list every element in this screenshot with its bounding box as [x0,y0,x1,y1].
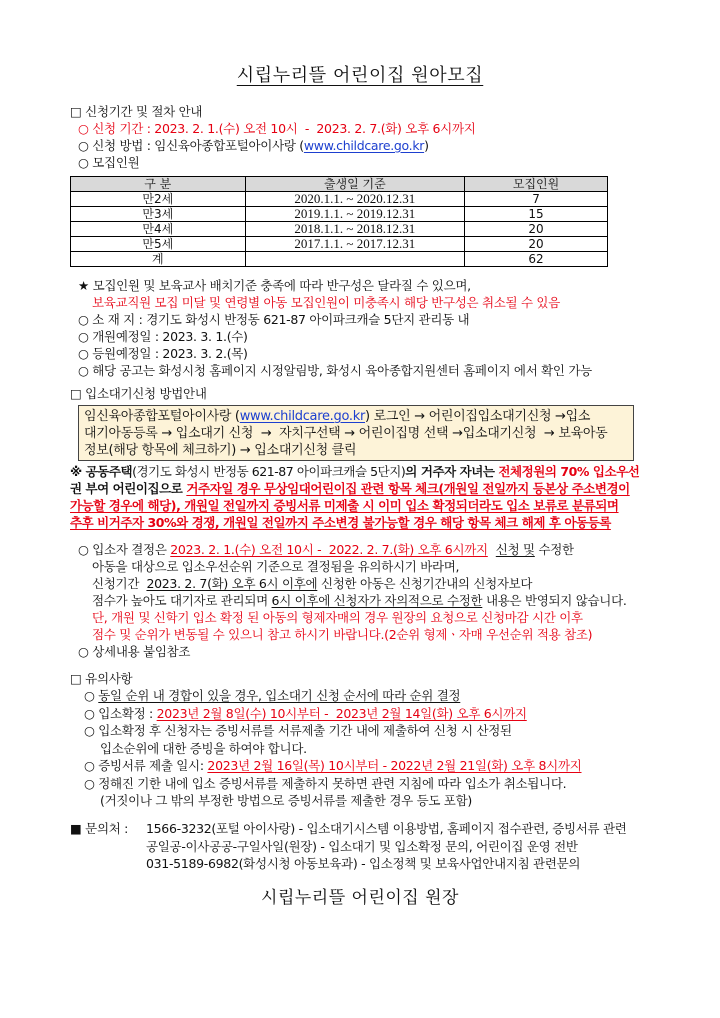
table-cell-birth: 2019.1.1. ~ 2019.12.31 [245,207,465,222]
details-attached-line: ○ 상세내용 붙임참조 [78,644,191,659]
resident-housing-label: ※ 공동주택 [70,464,133,479]
table-row [71,207,608,222]
resident-nonresident-warning: 추후 비거주자 30%와 경쟁, 개원일 전일까지 주소변경 불가능할 경우 해당 항목 체크 해제 후 아동등록 [70,515,611,530]
decision-sibling-note-1: 단, 개원 및 신학기 입소 확정 된 아동의 형제자매의 경우 원장의 요청으로 신청마감 시간 이후 [92,610,583,625]
section-heading-application: □ 신청기간 및 절차 안내 [70,104,203,119]
class-cancel-warning: 보육교직원 모집 미달 및 연령별 아동 모집인원이 미충족시 해당 반구성은 취소될 수 있음 [92,295,560,310]
cautions-section [70,687,582,810]
table-row [71,222,608,237]
decision-late-text: 신청한 아동은 신청기간내의 신청자보다 [317,576,533,591]
cautions-heading-block [70,670,132,687]
caution-tie-line [84,687,582,705]
caution-tie-bullet: ○ [84,688,99,703]
resident-line-2 [70,480,639,497]
steps-line-2: 대기아동등록 → 입소대기 신청 → 자치구선택 → 어린이집명 선택 →입소대기신청 → 보육아동 [84,426,608,441]
application-method-label: ○ 신청 방법 : 임신육아종합포털아이사랑 ( [78,138,304,153]
table-cell-count: 20 [465,222,608,237]
table-cell-birth: 2020.1.1. ~ 2020.12.31 [245,192,465,207]
decision-line-4 [92,592,627,609]
contact-portal: 1566-3232(포털 아이사랑) - 입소대기시스템 이용방법, 홈페이지 접수관련, 증빙서류 관련 [146,821,627,836]
location-line: ○ 소 재 지 : 경기도 화성시 반정동 621-87 아이파크캐슬 5단지 관리동 내 [78,312,470,327]
caution-confirm-line [84,705,582,723]
caution-submit-label: ○ 증빙서류 제출 일시: [84,758,208,773]
decision-line-2: 아동을 대상으로 입소우선순위 기준으로 결정됨을 유의하시기 바라며, [92,559,460,574]
table-total-row [71,252,608,267]
table-cell-birth: 2018.1.1. ~ 2018.12.31 [245,222,465,237]
resident-children-text: 의 거주자 자녀는 [405,464,499,479]
table-row [71,192,608,207]
caution-deadline-line-1: ○ 정해진 기한 내에 입소 증빙서류를 제출하지 못하면 관련 지침에 따라 입소가 취소됩니다. [84,775,567,791]
application-period: ○ 신청 기간 : 2023. 2. 1.(수) 오전 10시 - 2023. 2. 7.(화) 오후 6시까지 [78,121,476,136]
contact-label: ■ 문의처 : [70,821,132,836]
table-cell-count: 20 [465,237,608,252]
childcare-portal-link[interactable]: www.childcare.go.kr [239,409,365,424]
decision-not-reflected: 내용은 반영되지 않습니다. [482,593,627,608]
table-cell-birth: 2017.1.1. ~ 2017.12.31 [245,237,465,252]
caution-confirm-label: ○ 입소확정 : [84,705,157,721]
contact-label-block [70,820,132,838]
decision-label: ○ 입소자 결정은 [78,542,171,557]
closing-signature: 시립누리뜰 어린이집 원장 [261,888,459,908]
section-heading-cautions: □ 유의사항 [70,671,133,686]
class-composition-note: ★ 모집인원 및 보육교사 배치기준 충족에 따라 반구성은 달라질 수 있으며, [78,278,471,293]
table-cell-age: 만4세 [71,222,246,237]
decision-waitlist-text: 점수가 높아도 대기자로 관리되며 [92,593,272,608]
caution-proof-line-2: 입소순위에 대한 증빙을 하여야 합니다. [100,740,307,756]
decision-period: 2023. 2. 1.(수) 오전 10시 - 2022. 2. 7.(화) 오후 6시까지 [170,542,488,557]
resident-priority-ratio: 전체정원의 70% 입소우선 [498,464,640,479]
caution-tie-text: 동일 순위 내 경합이 있을 경우, 입소대기 신청 순서에 따라 순위 결정 [98,688,461,703]
resident-line-4 [70,514,639,531]
contact-director: 공일공-이사공공-구일사일(원장) - 입소대기 및 입소확정 문의, 어린이집 운영 전반 [146,838,578,854]
decision-apply: 신청 및 [495,542,535,557]
decision-line-1 [78,541,627,558]
table-total-empty [245,252,465,267]
steps-line-3: 정보(해당 항목에 체크하기) → 입소대기신청 클릭 [84,443,357,458]
first-day-line: ○ 등원예정일 : 2023. 3. 2.(목) [78,346,248,361]
notes-section [70,277,592,379]
steps-line-1-post: ) 로그인 → 어린이집입소대기신청 →입소 [365,409,591,424]
application-section [70,103,476,171]
resident-line-1 [70,463,639,480]
application-method [78,137,476,154]
resident-priority-note [70,463,639,531]
quota-table [70,176,608,267]
title-block [0,64,720,88]
table-header-age: 구 분 [71,177,246,192]
application-method-close: ) [424,138,429,153]
steps-line-1-pre: 임신육아종합포털아이사랑 ( [84,409,240,424]
resident-check-instruction: 거주자일 경우 무상임대어린이집 관련 항목 체크(개원일 전일까지 등본상 주소변경이 [186,481,630,496]
quota-label: ○ 모집인원 [78,155,140,170]
table-total-count: 62 [465,252,608,267]
table-cell-age: 만3세 [71,207,246,222]
table-header-count: 모집인원 [465,177,608,192]
decision-late-label: 신청기간 [92,576,147,591]
announcement-line: ○ 해당 공고는 화성시청 홈페이지 시정알림방, 화성시 육아종합지원센터 홈페이지 에서 확인 가능 [78,363,592,378]
resident-housing-address: (경기도 화성시 반정동 621-87 아이파크캐슬 5단지) [132,464,406,479]
waitlist-steps-box [78,405,634,461]
opening-date-line: ○ 개원예정일 : 2023. 3. 1.(수) [78,329,248,344]
decision-late-deadline: 2023. 2. 7(화) 오후 6시 이후에 [146,576,318,591]
decision-line-3 [92,575,627,592]
waitlist-heading-block [70,385,207,402]
table-cell-count: 7 [465,192,608,207]
table-cell-count: 15 [465,207,608,222]
childcare-portal-link[interactable]: www.childcare.go.kr [303,138,425,153]
contact-city-office: 031-5189-6982(화성시청 아동보육과) - 입소정책 및 보육사업안내지침 관련문의 [146,856,581,871]
caution-submit-line [84,757,582,775]
resident-line-3 [70,497,639,514]
page-title: 시립누리뜰 어린이집 원아모집 [236,65,484,86]
admission-decision-section [70,541,627,660]
table-header-birth: 출생일 기준 [245,177,465,192]
contact-section [146,820,627,873]
decision-sibling-note-2: 점수 및 순위가 변동될 수 있으니 참고 하시기 바랍니다.(2순위 형제ㆍ자매 우선순위 적용 참조) [92,627,593,642]
table-row [71,237,608,252]
table-total-label: 계 [71,252,246,267]
table-cell-age: 만5세 [71,237,246,252]
resident-grant-text: 권 부여 어린이집으로 [70,481,187,496]
section-heading-waitlist: □ 입소대기신청 방법안내 [70,386,207,401]
decision-edit-warning: 6시 이후에 신청자가 자의적으로 수정한 [271,593,483,608]
caution-submit-period: 2023년 2월 16일(목) 10시부터 - 2022년 2월 21일(화) 오후 8시까지 [207,758,582,773]
caution-confirm-period: 2023년 2월 8일(수) 10시부터 - 2023년 2월 14일(화) 오후 6시까지 [156,705,527,721]
table-cell-age: 만2세 [71,192,246,207]
steps-line-1 [84,408,628,425]
caution-deadline-line-2: (거짓이나 그 밖의 부정한 방법으로 증빙서류를 제출한 경우 등도 포함) [100,793,472,808]
caution-proof-line-1: ○ 입소확정 후 신청자는 증빙서류를 서류제출 기간 내에 제출하여 신청 시 산정된 [84,723,512,738]
table-header-row [71,177,608,192]
decision-modify: 수정한 [534,542,574,557]
resident-proof-warning: 가능할 경우에 해당), 개원일 전일까지 증빙서류 미제출 시 이미 입소 확정되더라도 입소 보류로 분류되며 [70,498,619,513]
